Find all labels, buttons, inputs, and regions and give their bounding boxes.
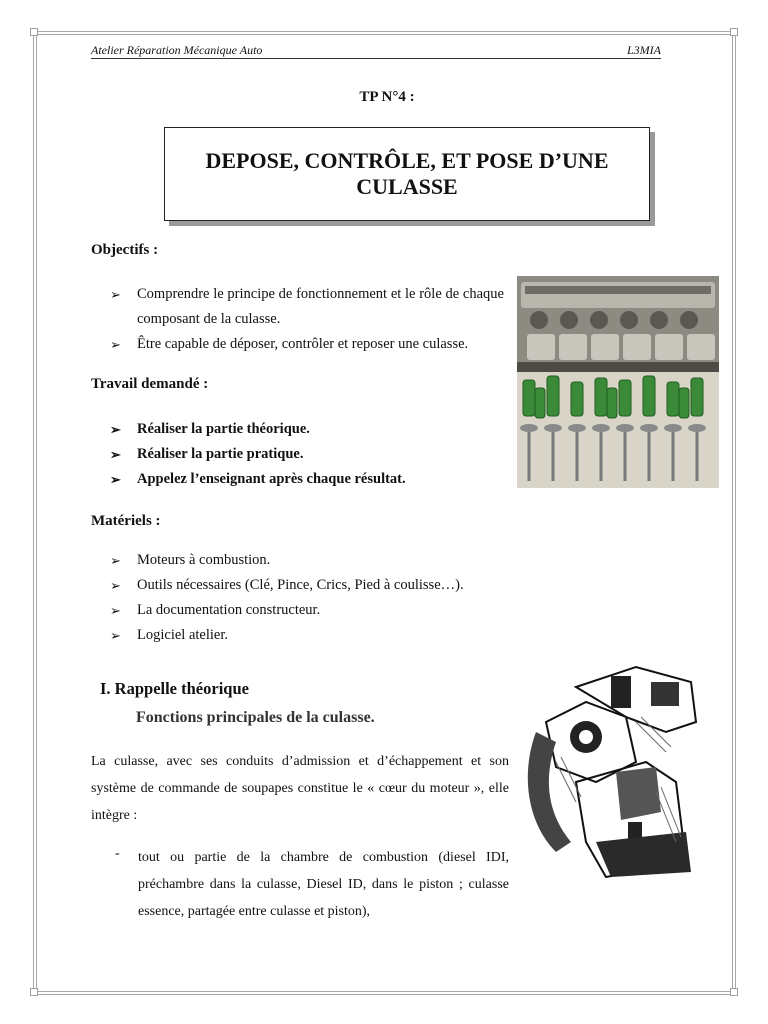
objectifs-heading: Objectifs : — [91, 242, 159, 258]
list-item — [91, 467, 504, 492]
running-header — [91, 42, 661, 59]
document-title: DEPOSE, CONTRÔLE, ET POSE D’UNE CULASSE — [205, 148, 609, 199]
list-item — [91, 282, 504, 332]
materiels-list — [91, 548, 561, 648]
list-item-text: Moteurs à combustion. — [137, 552, 271, 568]
travail-heading: Travail demandé : — [91, 376, 209, 392]
header-class: L3MIA — [627, 43, 661, 57]
list-item — [91, 623, 561, 648]
arrow-bullet-icon: ➢ — [110, 287, 121, 302]
frame-corner — [30, 988, 38, 996]
arrow-bullet-icon: ➢ — [110, 337, 121, 352]
list-item-text: Réaliser la partie pratique. — [137, 446, 304, 462]
dash-item-text: tout ou partie de la chambre de combustion (diesel IDI, préchambre dans la culasse, Diesel ID, dans le piston ; culasse essence, partagée entre culasse et piston), — [138, 850, 509, 919]
tp-label: TP N°4 : — [359, 89, 415, 105]
list-item-text: Être capable de déposer, contrôler et reposer une culasse. — [137, 336, 469, 352]
engine-cutaway-illustration — [516, 662, 711, 887]
list-item — [91, 442, 504, 467]
list-item — [91, 573, 561, 598]
arrow-bullet-icon: ➢ — [110, 472, 121, 487]
frame-corner — [730, 28, 738, 36]
list-item — [91, 417, 504, 442]
section-heading: I. Rappelle théorique — [100, 679, 249, 698]
arrow-bullet-icon: ➢ — [110, 447, 121, 462]
list-item-text: Logiciel atelier. — [137, 627, 228, 643]
objectifs-list — [91, 282, 504, 357]
list-item — [91, 548, 561, 573]
list-item-text: Comprendre le principe de fonctionnement et le rôle de chaque composant de la culasse. — [137, 286, 504, 327]
list-item-text: La documentation constructeur. — [137, 602, 321, 618]
list-item — [91, 598, 561, 623]
arrow-bullet-icon: ➢ — [110, 578, 121, 593]
body-paragraph: La culasse, avec ses conduits d’admission et d’échappement et son système de commande de soupapes constitue le « cœur du moteur », elle intègre : — [91, 754, 509, 823]
list-item-text: Réaliser la partie théorique. — [137, 421, 310, 437]
title-box — [164, 127, 650, 221]
materiels-heading: Matériels : — [91, 513, 161, 529]
list-item-text: Appelez l’enseignant après chaque résultat. — [137, 471, 406, 487]
frame-corner — [30, 28, 38, 36]
list-item — [91, 332, 504, 357]
list-item-text: Outils nécessaires (Clé, Pince, Crics, Pied à coulisse…). — [137, 577, 464, 593]
travail-list — [91, 417, 504, 492]
header-course: Atelier Réparation Mécanique Auto — [91, 43, 263, 57]
arrow-bullet-icon: ➢ — [110, 603, 121, 618]
cylinder-head-photo — [517, 276, 719, 488]
arrow-bullet-icon: ➢ — [110, 628, 121, 643]
dash-bullet: - — [115, 846, 120, 861]
frame-corner — [730, 988, 738, 996]
arrow-bullet-icon: ➢ — [110, 422, 121, 437]
section-subheading: Fonctions principales de la culasse. — [136, 709, 375, 726]
arrow-bullet-icon: ➢ — [110, 553, 121, 568]
